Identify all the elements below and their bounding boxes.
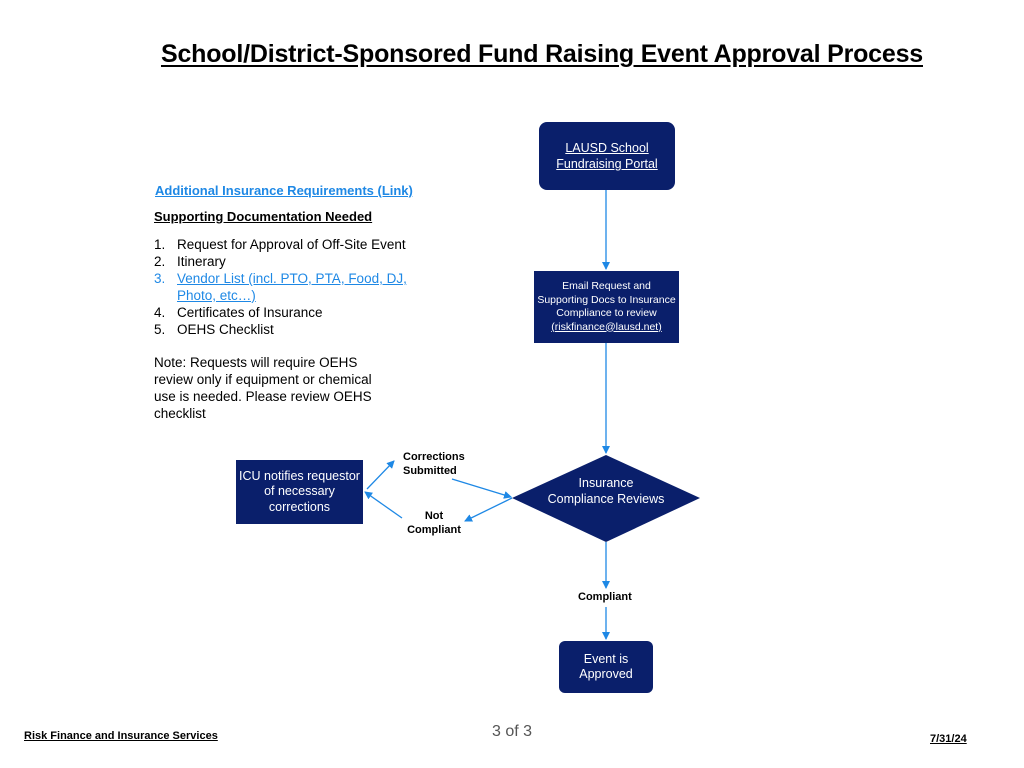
insurance-requirements-link[interactable]: Additional Insurance Requirements (Link) <box>155 183 413 198</box>
arrow-corrections-to-review <box>452 479 511 497</box>
portal-link[interactable]: LAUSD School Fundraising Portal <box>556 141 658 171</box>
footer-organization: Risk Finance and Insurance Services <box>24 730 218 742</box>
doc-item: 5. OEHS Checklist <box>154 322 274 337</box>
oehs-note: Note: Requests will require OEHS review only if equipment or chemical use is needed. Please review OEHS checklist <box>154 355 372 421</box>
review-decision-label: Insurance Compliance Reviews <box>547 476 665 506</box>
arrow-not-compliant-to-icu <box>365 492 402 518</box>
footer-date: 7/31/24 <box>930 733 967 745</box>
not-compliant-label: Not Compliant <box>407 510 461 536</box>
email-request-text: Email Request and Supporting Docs to Insurance Compliance to review <box>537 280 676 319</box>
docs-list <box>154 236 432 338</box>
email-request-box <box>534 271 679 343</box>
event-approved-box <box>559 641 653 693</box>
page-number: 3 of 3 <box>492 723 533 740</box>
compliant-label: Compliant <box>578 591 632 603</box>
doc-item: 2. Itinerary <box>154 254 226 269</box>
doc-item: 4. Certificates of Insurance <box>154 305 323 320</box>
icu-text: ICU notifies requestor of necessary corrections <box>239 468 360 514</box>
portal-box[interactable] <box>539 122 675 190</box>
icu-notification-box <box>236 460 363 524</box>
page-title: School/District-Sponsored Fund Raising Event Approval Process <box>160 40 923 68</box>
arrow-review-to-icu <box>465 498 512 521</box>
email-address-link[interactable]: (riskfinance@lausd.net) <box>551 320 662 333</box>
docs-heading: Supporting Documentation Needed <box>154 209 373 224</box>
arrow-icu-to-corrections <box>367 461 394 489</box>
doc-item: 1. Request for Approval of Off-Site Event <box>154 237 406 252</box>
approved-text: Event is Approved <box>579 651 633 681</box>
corrections-submitted-label: Corrections Submitted <box>403 451 465 477</box>
vendor-list-link[interactable]: 3. Vendor List (incl. PTO, PTA, Food, DJ, Photo, etc…) <box>154 271 407 303</box>
